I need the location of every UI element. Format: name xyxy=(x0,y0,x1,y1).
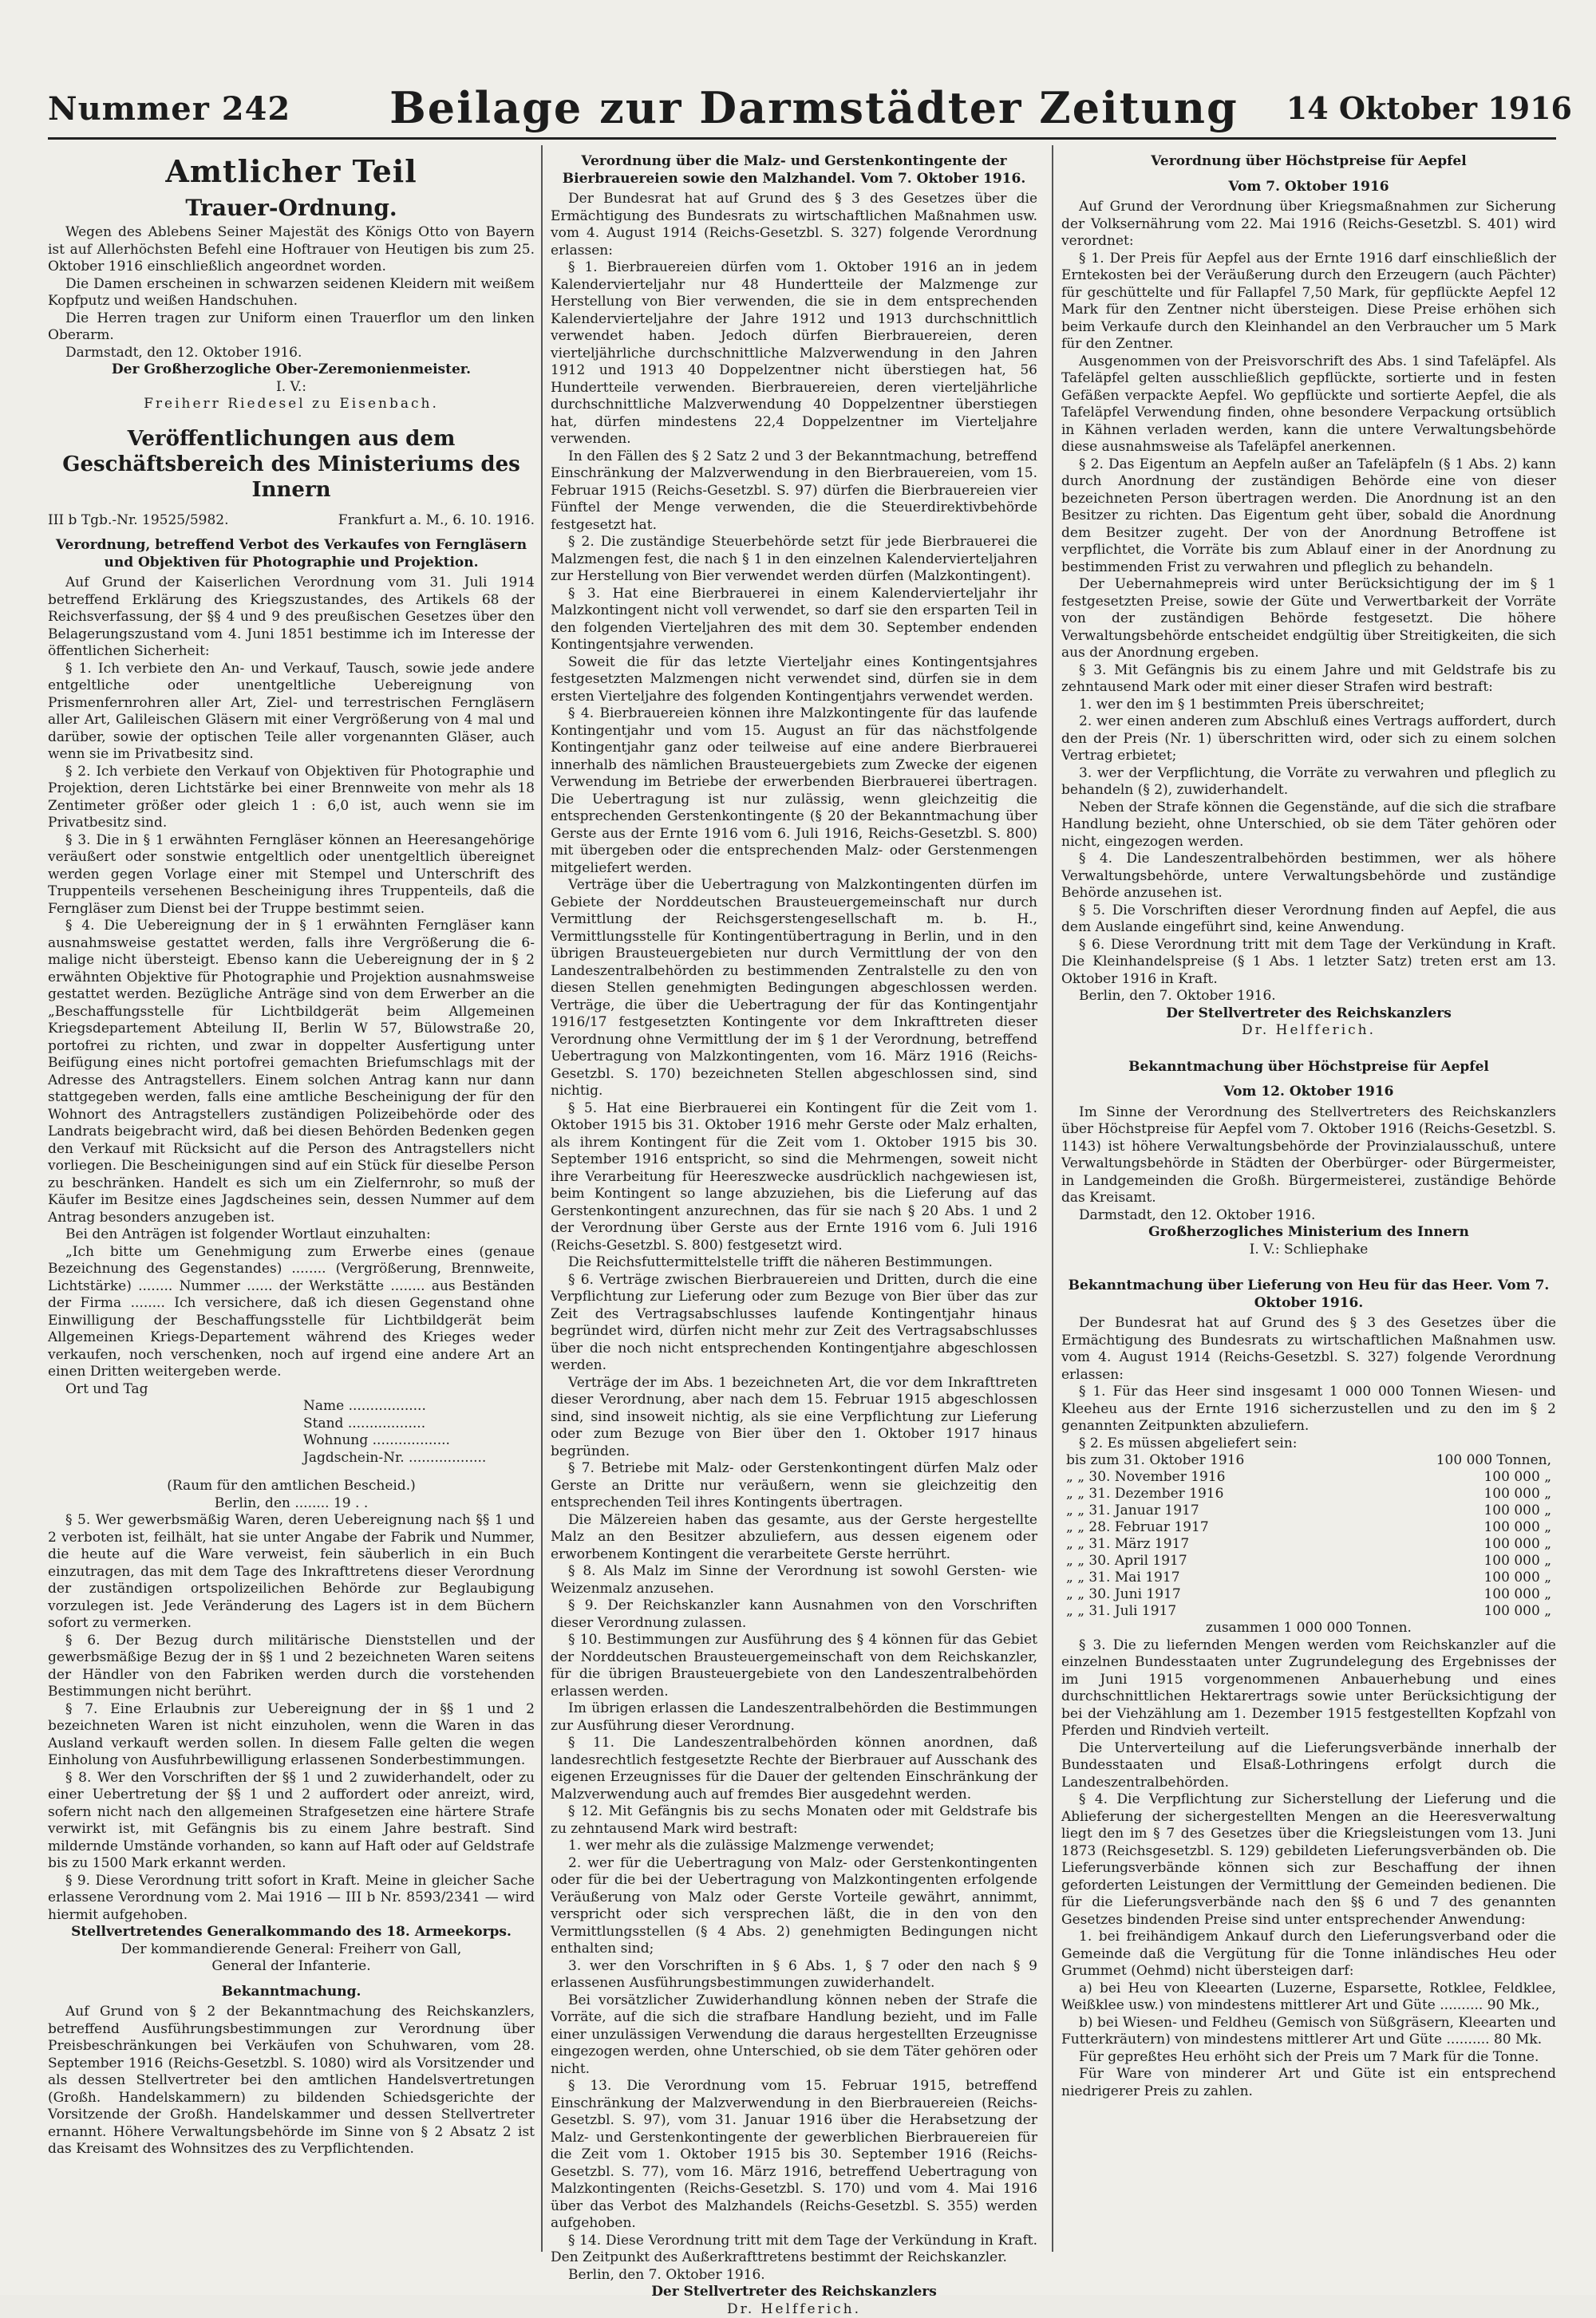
schedule-row xyxy=(1061,1503,1556,1519)
signature: Der Stellvertreter des Reichskanzlers xyxy=(551,2284,1037,2301)
paragraph: Verträge der im Abs. 1 bezeichneten Art, die vor dem Inkrafttreten dieser Verordnung, aber nach dem 15. Februar 1915 abgeschlossen sind, sind insoweit nichtig, als sie eine Verpflichtung zur Lieferung oder zum Bezuge von Bier über den 1. Oktober 1917 hinaus begründen. xyxy=(551,1375,1037,1461)
paragraph: Ausgenommen von der Preisvorschrift des Abs. 1 sind Tafeläpfel. Als Tafeläpfel gelten ausschließlich gepflückte, sortierte und in festen Gefäßen verpackte Aepfel. Wo gepflückte und sortierte Aepfel, die als Tafeläpfel Verwendung finden, ohne besondere Verpackung ortsüblich in Kähnen verladen werden, kann die untere Verwaltungsbehörde diese ausnahmsweise als Tafeläpfel anerkennen. xyxy=(1061,353,1556,456)
article-title: Bekanntmachung über Höchstpreise für Aepfel xyxy=(1061,1059,1556,1076)
column-rule xyxy=(541,145,543,2252)
schedule-tons: 100 000 „ xyxy=(1359,1553,1556,1570)
paragraph: § 4. Die Landeszentralbehörden bestimmen, wer als höhere Verwaltungsbehörde, untere Verwaltungsbehörde und zuständige Behörde anzusehen ist. xyxy=(1061,851,1556,902)
issue-date: 14 Oktober 1916 xyxy=(1286,90,1572,126)
paragraph: § 3. Die in § 1 erwähnten Ferngläser können an Heeresangehörige veräußert oder sonstwie entgeltlich oder unentgeltlich übereignet werden gegen Vorlage einer mit Stempel und Unterschrift des Truppenteils versehenen Bescheinigung ihres Truppenteils, daß die Ferngläser zum Dienst bei der Truppe bestimmt seien. xyxy=(48,832,535,918)
paragraph: Der Bundesrat hat auf Grund des § 3 des Gesetzes über die Ermächtigung des Bundesrats zu wirtschaftlichen Maßnahmen usw. vom 4. August 1914 (Reichs-Gesetzbl. S. 327) folgende Verordnung erlassen: xyxy=(1061,1315,1556,1384)
list-item: 1. wer den im § 1 bestimmten Preis überschreitet; xyxy=(1061,697,1556,714)
form-line: Name .................. xyxy=(48,1398,535,1416)
schedule-row xyxy=(1061,1519,1556,1536)
paragraph: Die Unterverteilung auf die Lieferungsverbände innerhalb der Bundesstaaten und Elsaß-Lothringens erfolgt durch die Landeszentralbehörden. xyxy=(1061,1740,1556,1792)
schedule-tons: 100 000 „ xyxy=(1359,1603,1556,1620)
reference-place-date: Frankfurt a. M., 6. 10. 1916. xyxy=(338,512,535,530)
schedule-row xyxy=(1061,1452,1556,1469)
paragraph: § 10. Bestimmungen zur Ausführung des § 4 können für das Gebiet der Norddeutschen Brausteuergemeinschaft von dem Reichskanzler, für die übrigen Brausteuergebiete von den Landeszentralbehörden erlassen werden. xyxy=(551,1632,1037,1700)
column-middle xyxy=(551,145,1037,2252)
article-title: Trauer-Ordnung. xyxy=(48,199,535,217)
signature: General der Infanterie. xyxy=(48,1958,535,1976)
schedule-date: „ „ 31. Dezember 1916 xyxy=(1061,1486,1359,1503)
paragraph: § 4. Die Verpflichtung zur Sicherstellung der Lieferung und die Ablieferung der sichergestellten Mengen an die Heeresverwaltung liegt den im § 7 des Gesetzes über die Kriegsleistungen vom 13. Juni 1873 (Reichsgesetzbl. S. 129) gebildeten Lieferungsverbänden ob. Die Lieferungsverbände können sich zur Beschaffung der ihnen geforderten Leistungen der Vermittlung der Gemeinden bedienen. Die für die Lieferungsverbände nach den §§ 6 und 7 des genannten Gesetzes bindenden Preise sind unter entsprechender Anwendung: xyxy=(1061,1791,1556,1929)
signature-name: Dr. Helfferich. xyxy=(1061,1022,1556,1040)
paragraph: § 13. Die Verordnung vom 15. Februar 1915, betreffend Einschränkung der Malzverwendung in den Bierbrauereien (Reichs-Gesetzbl. S. 97), vom 31. Januar 1916 über die Herabsetzung der Malz- und Gerstenkontingente der gewerblichen Bierbrauereien für die Zeit vom 1. Oktober 1915 bis 30. September 1916 (Reichs-Gesetzbl. S. 77), vom 16. März 1916, betreffend Uebertragung von Malzkontingenten (Reichs-Gesetzbl. S. 170) und vom 4. Mai 1916 über das Verbot des Malzhandels (Reichs-Gesetzbl. S. 355) werden aufgehoben. xyxy=(551,2078,1037,2233)
dateline: Berlin, den 7. Oktober 1916. xyxy=(1061,988,1556,1005)
form-place: Ort und Tag xyxy=(48,1381,535,1399)
article-date: Vom 12. Oktober 1916 xyxy=(1061,1084,1556,1101)
paragraph: Die Mälzereien haben das gesamte, aus der Gerste hergestellte Malz an den Besitzer abzuliefern, aus dessen eigenem oder erworbenem Kontingent die verarbeitete Gerste herrührt. xyxy=(551,1512,1037,1564)
paragraph: Im übrigen erlassen die Landeszentralbehörden die Bestimmungen zur Ausführung dieser Verordnung. xyxy=(551,1700,1037,1735)
schedule-row xyxy=(1061,1553,1556,1570)
paragraph: § 5. Hat eine Bierbrauerei ein Kontingent für die Zeit vom 1. Oktober 1915 bis 31. Oktober 1916 mehr Gerste oder Malz erhalten, als ihrem Kontingent für die Zeit vom 1. Oktober 1915 bis 30. September 1916 entspricht, so sind die Mehrmengen, soweit nicht ihre Verarbeitung für Heereszwecke ausdrücklich nachgewiesen ist, beim Kontingent so lange abzuziehen, bis die Lieferung auf das Gerstenkontingent anzurechnen, das für sie nach § 20 Abs. 1 und 2 der Verordnung über Gerste aus der Ernte 1916 vom 6. Juli 1916 (Reichs-Gesetzbl. S. 800) festgesetzt wird. xyxy=(551,1100,1037,1255)
list-item: 2. wer einen anderen zum Abschluß eines Vertrags auffordert, durch den der Preis (Nr. 1) überschritten wird, oder sich zu einem solchen Vertrag erbietet; xyxy=(1061,713,1556,765)
paragraph: § 3. Hat eine Bierbrauerei in einem Kalendervierteljahr ihr Malzkontingent nicht voll verwendet, so darf sie den ersparten Teil in den folgenden Vierteljahren des mit dem 30. September endenden Kontingentsjahre verwenden. xyxy=(551,586,1037,654)
signature: Stellvertretendes Generalkommando des 18. Armeekorps. xyxy=(48,1924,535,1941)
schedule-date: „ „ 31. Mai 1917 xyxy=(1061,1570,1359,1586)
schedule-tons: 100 000 „ xyxy=(1359,1586,1556,1603)
schedule-tons: 100 000 „ xyxy=(1359,1486,1556,1503)
paragraph: § 2. Das Eigentum an Aepfeln außer an Tafeläpfeln (§ 1 Abs. 2) kann durch Anordnung der zuständigen Behörde eine von dieser bezeichneten Person übertragen werden. Die Anordnung ist an den Besitzer zu richten. Das Eigentum geht über, sobald die Anordnung dem Besitzer zugeht. Der von der Anordnung Betroffene ist verpflichtet, die Vorräte bis zum Ablauf einer in der Anordnung zu bestimmenden Frist zu verwahren und pfleglich zu behandeln. xyxy=(1061,456,1556,577)
paragraph: Soweit die für das letzte Vierteljahr eines Kontingentsjahres festgesetzten Malzmengen nicht verwendet sind, dürfen sie in dem ersten Vierteljahre des folgenden Kontingentjahrs verwendet werden. xyxy=(551,654,1037,706)
paragraph: Die Damen erscheinen in schwarzen seidenen Kleidern mit weißem Kopfputz und weißen Handschuhen. xyxy=(48,276,535,310)
schedule-date: bis zum 31. Oktober 1916 xyxy=(1061,1452,1359,1469)
paragraph: § 14. Diese Verordnung tritt mit dem Tage der Verkündung in Kraft. Den Zeitpunkt des Außerkrafttretens bestimmt der Reichskanzler. xyxy=(551,2233,1037,2267)
paragraph: § 8. Als Malz im Sinne der Verordnung ist sowohl Gersten- wie Weizenmalz anzusehen. xyxy=(551,1563,1037,1597)
paragraph: Die Reichsfuttermittelstelle trifft die näheren Bestimmungen. xyxy=(551,1254,1037,1272)
form-note: (Raum für den amtlichen Bescheid.) xyxy=(48,1478,535,1495)
article-title: Bekanntmachung über Lieferung von Heu für das Heer. Vom 7. Oktober 1916. xyxy=(1061,1277,1556,1312)
article-title: Verordnung über die Malz- und Gerstenkontingente der Bierbrauereien sowie den Malzhandel. Vom 7. Oktober 1916. xyxy=(551,153,1037,188)
signature: Der Stellvertreter des Reichskanzlers xyxy=(1061,1005,1556,1023)
paragraph: Auf Grund der Verordnung über Kriegsmaßnahmen zur Sicherung der Volksernährung vom 22. Mai 1916 (Reichs-Gesetzbl. S. 401) wird verordnet: xyxy=(1061,199,1556,251)
list-item: a) bei Heu von Kleearten (Luzerne, Esparsette, Rotklee, Feldklee, Weißklee usw.) von mindestens mittlerer Art und Güte .......... 90 Mk., xyxy=(1061,1980,1556,2015)
schedule-tons: 100 000 „ xyxy=(1359,1469,1556,1486)
paragraph: § 9. Der Reichskanzler kann Ausnahmen von den Vorschriften dieser Verordnung zulassen. xyxy=(551,1597,1037,1632)
paragraph: Neben der Strafe können die Gegenstände, auf die sich die strafbare Handlung bezieht, ohne Unterschied, ob sie dem Täter gehören oder nicht, eingezogen werden. xyxy=(1061,800,1556,851)
reference-number: III b Tgb.-Nr. 19525/5982. xyxy=(48,512,229,530)
schedule-row xyxy=(1061,1603,1556,1620)
schedule-row xyxy=(1061,1536,1556,1553)
paragraph: § 1. Für das Heer sind insgesamt 1 000 000 Tonnen Wiesen- und Kleeheu aus der Ernte 1916 sicherzustellen und zu den im § 2 genannten Zeitpunkten abzuliefern. xyxy=(1061,1384,1556,1435)
paragraph: § 5. Die Vorschriften dieser Verordnung finden auf Aepfel, die aus dem Auslande eingeführt sind, keine Anwendung. xyxy=(1061,902,1556,937)
section-heading: Amtlicher Teil xyxy=(48,163,535,180)
list-item: 3. wer den Vorschriften in § 6 Abs. 1, § 7 oder den nach § 9 erlassenen Ausführungsbestimmungen zuwiderhandelt. xyxy=(551,1958,1037,1992)
signature: I. V.: xyxy=(48,379,535,397)
column-rule xyxy=(1052,145,1053,2252)
paragraph: Auf Grund von § 2 der Bekanntmachung des Reichskanzlers, betreffend Ausführungsbestimmungen zur Verordnung über Preisbeschränkungen bei Verkäufen von Schuhwaren, vom 28. September 1916 (Reichs-Gesetzbl. S. 1080) wird als Vorsitzender und als dessen Stellvertreter bei den amtlichen Handelsvertretungen (Großh. Handelskammern) zu bildenden Schiedsgerichte der Vorsitzende der Großh. Handelskammer und dessen Stellvertreter ernannt. Höhere Verwaltungsbehörde im Sinne von § 2 Absatz 2 ist das Kreisamt des Wohnsitzes des zu Verpflichtenden. xyxy=(48,2004,535,2158)
paragraph: Auf Grund der Kaiserlichen Verordnung vom 31. Juli 1914 betreffend Erklärung des Kriegszustandes, des Artikels 68 der Reichsverfassung, der §§ 4 und 9 des preußischen Gesetzes über den Belagerungszustand vom 4. Juni 1851 bestimme ich im Interesse der öffentlichen Sicherheit: xyxy=(48,575,535,661)
paragraph: Bei den Anträgen ist folgender Wortlaut einzuhalten: xyxy=(48,1226,535,1244)
schedule-tons: 100 000 „ xyxy=(1359,1503,1556,1519)
paragraph: § 4. Bierbrauereien können ihre Malzkontingente für das laufende Kontingentjahr und vom 15. August an für das nächstfolgende Kontingentjahr ganz oder teilweise auf eine andere Bierbrauerei innerhalb des nämlichen Brausteuergebiets zum Zwecke der eigenen Verwendung im Betriebe der erwerbenden Bierbrauerei übertragen. Die Uebertragung ist nur zulässig, wenn gleichzeitig die entsprechenden Gerstenkontingente (§ 20 der Bekanntmachung über Gerste aus der Ernte 1916 vom 6. Juli 1916, Reichs-Gesetzbl. S. 800) mit übergeben oder die entsprechenden Malz- oder Gerstenmengen mitgeliefert werden. xyxy=(551,705,1037,877)
masthead-rule xyxy=(48,137,1556,140)
paragraph: § 1. Ich verbiete den An- und Verkauf, Tausch, sowie jede andere entgeltliche oder unentgeltliche Uebereignung von Prismenfernrohren aller Art, Ziel- und terrestrischen Ferngläsern aller Art, Galileischen Gläsern mit einer Vergrößerung von 4 mal und darüber, sowie der optischen Teile aller vorgenannten Gläser, auch wenn sie im Privatbesitz sind. xyxy=(48,661,535,764)
paragraph: § 4. Die Uebereignung der in § 1 erwähnten Ferngläser kann ausnahmsweise gestattet werden, falls ihre Vergrößerung die 6-malige nicht übersteigt. Ebenso kann die Uebereignung der in § 2 erwähnten Objektive für Photographie und Projektion ausnahmsweise gestattet werden. Bezügliche Anträge sind von dem Erwerber an die „Beschaffungsstelle für Lichtbildgerät beim Allgemeinen Kriegsdepartement Abteilung II, Berlin W 57, Bülowstraße 20, portofrei zu richten, und zwar in doppelter Ausfertigung unter Beifügung eines nicht portofrei gemachten Briefumschlags mit der Adresse des Antragstellers. Einem solchen Antrag kann nur dann stattgegeben werden, falls eine amtliche Bescheinigung der für den Wohnort des Antragstellers zuständigen Polizeibehörde oder des Landrats beigebracht wird, daß bei diesen Behörden Bedenken gegen den Verkauf mit Rücksicht auf die Person des Antragstellers nicht vorliegen. Die Bescheinigungen sind auf ein Stück für dieselbe Person zu beschränken. Handelt es sich um ein Zielfernrohr, so muß der Käufer im Besitze eines Jagdscheines sein, dessen Nummer auf dem Antrag besonders anzugeben ist. xyxy=(48,918,535,1226)
paragraph: Verträge über die Uebertragung von Malzkontingenten dürfen im Gebiete der Norddeutschen Brausteuergemeinschaft nur durch Vermittlung der Reichsgerstengesellschaft m. b. H., Vermittlungsstelle für Kontingentübertragung in Berlin, und in den übrigen Brausteuergebieten nur durch Vermittlung der von den Landeszentralbehörden zu bestimmenden Zentralstelle zu den von diesen Stellen genehmigten Bedingungen abgeschlossen werden. Verträge, die über die Uebertragung der für das Kontingentjahr 1916/17 festgesetzten Kontingente vor dem Inkrafttreten dieser Verordnung ohne Vermittlung der im § 1 der Verordnung, betreffend Uebertragung von Malzkontingenten, vom 16. März 1916 (Reichs-Gesetzbl. S. 170) bezeichneten Stellen abgeschlossen sind, sind nichtig. xyxy=(551,877,1037,1100)
schedule-date: „ „ 31. Juli 1917 xyxy=(1061,1603,1359,1620)
paragraph: § 12. Mit Gefängnis bis zu sechs Monaten oder mit Geldstrafe bis zu zehntausend Mark wird bestraft: xyxy=(551,1803,1037,1838)
paragraph: § 3. Die zu liefernden Mengen werden vom Reichskanzler auf die einzelnen Bundesstaaten unter Zugrundelegung des Ergebnisses der im Juni 1915 vorgenommenen Anbauerhebung und eines durchschnittlichen Hektarertrags sowie unter Berücksichtigung der bei der Viehzählung am 1. Dezember 1915 festgestellten Kopfzahl von Pferden und Rindvieh verteilt. xyxy=(1061,1637,1556,1740)
column-left xyxy=(48,145,535,2252)
paragraph: § 3. Mit Gefängnis bis zu einem Jahre und mit Geldstrafe bis zu zehntausend Mark oder mit einer dieser Strafen wird bestraft: xyxy=(1061,662,1556,697)
article-title: Veröffentlichungen aus dem Geschäftsbereich des Ministeriums des Innern xyxy=(48,426,535,503)
paragraph: Für gepreßtes Heu erhöht sich der Preis um 7 Mark für die Tonne. xyxy=(1061,2049,1556,2067)
delivery-schedule xyxy=(1061,1452,1556,1620)
paragraph: § 5. Wer gewerbsmäßig Waren, deren Uebereignung nach §§ 1 und 2 verboten ist, feilhält, hat sie unter Angabe der Fabrik und Nummer, die heute auf die Ware verweist, fein säuberlich in ein Buch einzutragen, das mit dem Tage des Inkrafttretens dieser Verordnung der zuständigen ortspolizeilichen Behörde zur Beglaubigung vorzulegen ist. Jede Veränderung des Lagers ist in dem Büchern sofort zu vermerken. xyxy=(48,1512,535,1633)
schedule-date: „ „ 30. November 1916 xyxy=(1061,1469,1359,1486)
article-title: Bekanntmachung. xyxy=(48,1984,535,2001)
paragraph: § 6. Der Bezug durch militärische Dienststellen und der gewerbsmäßige Bezug der in §§ 1 und 2 bezeichneten Waren seitens der Händler von den Fabriken werden durch die vorstehenden Bestimmungen nicht berührt. xyxy=(48,1633,535,1701)
reference-line xyxy=(48,512,535,530)
paragraph: In den Fällen des § 2 Satz 2 und 3 der Bekanntmachung, betreffend Einschränkung der Malzverwendung in den Bierbrauereien, vom 15. Februar 1915 (Reichs-Gesetzbl. S. 97) dürfen die Bierbrauereien vier Fünftel der Menge verwenden, die die Steuerdirektivbehörde festgesetzt hat. xyxy=(551,448,1037,535)
list-item: 3. wer der Verpflichtung, die Vorräte zu verwahren und pfleglich zu behandeln (§ 2), zuwiderhandelt. xyxy=(1061,765,1556,800)
signature: Der Großherzogliche Ober-Zeremonienmeister. xyxy=(48,361,535,379)
schedule-row xyxy=(1061,1586,1556,1603)
article-subtitle: Verordnung, betreffend Verbot des Verkaufes von Ferngläsern und Objektiven für Photographie und Projektion. xyxy=(48,537,535,571)
form-line: Jagdschein-Nr. .................. xyxy=(48,1450,535,1467)
paragraph: § 7. Eine Erlaubnis zur Uebereignung der in §§ 1 und 2 bezeichneten Waren ist nicht einzuholen, wenn die Waren in das Ausland verkauft werden sollen. In diesem Falle gelten die wegen Einholung von Ausfuhrbewilligung erlassenen Sonderbestimmungen. xyxy=(48,1701,535,1770)
paragraph: § 2. Ich verbiete den Verkauf von Objektiven für Photographie und Projektion, deren Lichtstärke bei einer Brennweite von mehr als 18 Zentimeter größer oder gleich 1 : 6,0 ist, auch wenn sie im Privatbesitz sind. xyxy=(48,764,535,832)
dateline: Darmstadt, den 12. Oktober 1916. xyxy=(1061,1207,1556,1225)
schedule-tons: 100 000 „ xyxy=(1359,1536,1556,1553)
signature-name: Dr. Helfferich. xyxy=(551,2301,1037,2318)
issue-number: Nummer 242 xyxy=(48,90,290,128)
signature-name: Freiherr Riedesel zu Eisenbach. xyxy=(48,396,535,413)
schedule-tons: 100 000 „ xyxy=(1359,1570,1556,1586)
paragraph: Die Herren tragen zur Uniform einen Trauerflor um den linken Oberarm. xyxy=(48,310,535,345)
list-item: b) bei Wiesen- und Feldheu (Gemisch von Süßgräsern, Kleearten und Futterkräutern) von mindestens mittlerer Art und Güte .......... 80 Mk. xyxy=(1061,2015,1556,2049)
schedule-date: „ „ 30. Juni 1917 xyxy=(1061,1586,1359,1603)
schedule-row xyxy=(1061,1469,1556,1486)
form-line: Wohnung .................. xyxy=(48,1432,535,1450)
schedule-date: „ „ 31. März 1917 xyxy=(1061,1536,1359,1553)
paragraph: § 2. Es müssen abgeliefert sein: xyxy=(1061,1435,1556,1453)
paragraph: Der Bundesrat hat auf Grund des § 3 des Gesetzes über die Ermächtigung des Bundesrats zu wirtschaftlichen Maßnahmen usw. vom 4. August 1914 (Reichs-Gesetzbl. S. 327) folgende Verordnung erlassen: xyxy=(551,191,1037,259)
form-line: Stand .................. xyxy=(48,1416,535,1433)
article-title: Verordnung über Höchstpreise für Aepfel xyxy=(1061,153,1556,171)
schedule-tons: 100 000 Tonnen, xyxy=(1359,1452,1556,1469)
schedule-date: „ „ 31. Januar 1917 xyxy=(1061,1503,1359,1519)
dateline: Darmstadt, den 12. Oktober 1916. xyxy=(48,345,535,362)
schedule-date: „ „ 28. Februar 1917 xyxy=(1061,1519,1359,1536)
signature-name: I. V.: Schliephake xyxy=(1061,1242,1556,1259)
list-item: 1. bei freihändigem Ankauf durch den Lieferungsverband oder die Gemeinde daß die Vergütung für die Tonne inländisches Heu oder Grummet (Oehmd) nicht übersteigen darf: xyxy=(1061,1929,1556,1980)
schedule-tons: 100 000 „ xyxy=(1359,1519,1556,1536)
column-right xyxy=(1061,145,1556,2252)
form-date: Berlin, den ........ 19 . . xyxy=(48,1495,535,1513)
schedule-row xyxy=(1061,1570,1556,1586)
paragraph: Wegen des Ablebens Seiner Majestät des Königs Otto von Bayern ist auf Allerhöchsten Befehl eine Hoftrauer von Heutigen bis zum 25. Oktober 1916 einschließlich angeordnet worden. xyxy=(48,224,535,276)
paragraph: „Ich bitte um Genehmigung zum Erwerbe eines (genaue Bezeichnung des Gegenstandes) ........ (Vergrößerung, Brennweite, Lichtstärke) ........ Nummer ...... der Werkstätte ........ aus Beständen der Firma ........ Ich versichere, daß ich diesen Gegenstand ohne Einwilligung der Beschaffungsstelle für Lichtbildgerät beim Allgemeinen Kriegs-Departement während des Krieges weder verkaufen, noch verschenken, noch auf irgend eine andere Art an einen Dritten weitergeben werde. xyxy=(48,1244,535,1381)
paragraph: § 11. Die Landeszentralbehörden können anordnen, daß landesrechtlich festgesetzte Rechte der Bierbrauer auf Ausschank des eigenen Erzeugnisses für die Dauer der geltenden Einschränkung der Malzverwendung auch auf fremdes Bier ausgedehnt werden. xyxy=(551,1735,1037,1803)
paragraph: Für Ware von minderer Art und Güte ist ein entsprechend niedrigerer Preis zu zahlen. xyxy=(1061,2066,1556,2100)
paragraph: § 1. Bierbrauereien dürfen vom 1. Oktober 1916 an in jedem Kalendervierteljahr nur 48 Hundertteile der Malzmenge zur Herstellung von Bier verwenden, die sie in dem entsprechenden Kalendervierteljahre der Jahre 1912 und 1913 durchschnittlich verwendet haben. Jedoch dürfen Bierbrauereien, deren vierteljährliche durchschnittliche Malzverwendung in den Jahren 1912 und 1913 40 Doppelzentner nicht überstiegen hat, 56 Hundertteile verwenden. Bierbrauereien, deren vierteljährliche durchschnittliche Malzverwendung 40 Doppelzentner überstiegen hat, dürfen mindestens 22,4 Doppelzentner im Vierteljahre verwenden. xyxy=(551,259,1037,448)
newspaper-title: Beilage zur Darmstädter Zeitung xyxy=(48,82,1580,133)
signature: Großherzogliches Ministerium des Innern xyxy=(1061,1224,1556,1242)
dateline: Berlin, den 7. Oktober 1916. xyxy=(551,2267,1037,2284)
schedule-date: „ „ 30. April 1917 xyxy=(1061,1553,1359,1570)
masthead xyxy=(48,76,1580,132)
paragraph: Im Sinne der Verordnung des Stellvertreters des Reichskanzlers über Höchstpreise für Aepfel vom 7. Oktober 1916 (Reichs-Gesetzbl. S. 1143) ist höhere Verwaltungsbehörde der Provinzialausschuß, untere Verwaltungsbehörde in Städten der Oberbürger- oder Bürgermeister, in Landgemeinden die Großh. Bürgermeisterei, zuständige Behörde das Kreisamt. xyxy=(1061,1104,1556,1207)
paragraph: § 7. Betriebe mit Malz- oder Gerstenkontingent dürfen Malz oder Gerste an Dritte nur veräußern, wenn sie gleichzeitig den entsprechenden Teil ihres Kontingents übertragen. xyxy=(551,1460,1037,1512)
schedule-row xyxy=(1061,1486,1556,1503)
paragraph: § 8. Wer den Vorschriften der §§ 1 und 2 zuwiderhandelt, oder zu einer Uebertretung der §§ 1 und 2 auffordert oder anreizt, wird, sofern nicht nach den allgemeinen Strafgesetzen eine härtere Strafe verwirkt ist, mit Gefängnis bis zu einem Jahre bestraft. Sind mildernde Umstände vorhanden, so kann auf Haft oder auf Geldstrafe bis zu 1500 Mark erkannt werden. xyxy=(48,1770,535,1873)
article-date: Vom 7. Oktober 1916 xyxy=(1061,179,1556,196)
list-item: 1. wer mehr als die zulässige Malzmenge verwendet; xyxy=(551,1838,1037,1855)
list-item: 2. wer für die Uebertragung von Malz- oder Gerstenkontingenten oder für die bei der Uebertragung von Malzkontingenten erfolgende Veräußerung von Malz oder Gerste Vorteile gewährt, annimmt, verspricht oder sich versprechen läßt, die in den von den Vermittlungsstellen (§ 4 Abs. 2) genehmigten Bedingungen nicht enthalten sind; xyxy=(551,1855,1037,1958)
paragraph: Der Uebernahmepreis wird unter Berücksichtigung der im § 1 festgesetzten Preise, sowie der Güte und Verwertbarkeit der Vorräte von der zuständigen Behörde festgesetzt. Die höhere Verwaltungsbehörde entscheidet endgültig über Streitigkeiten, die sich aus der Anordnung ergeben. xyxy=(1061,576,1556,662)
schedule-total: zusammen 1 000 000 Tonnen. xyxy=(1061,1620,1556,1637)
paragraph: § 1. Der Preis für Aepfel aus der Ernte 1916 darf einschließlich der Erntekosten bei der Veräußerung durch den Erzeugern (auch Pächter) für geschüttelte und für Fallapfel 7,50 Mark, für gepflückte Aepfel 12 Mark für den Zentner nicht übersteigen. Diese Preise erhöhen sich beim Verkaufe durch den Kleinhandel an den Verbraucher um 5 Mark für den Zentner. xyxy=(1061,251,1556,353)
signature: Der kommandierende General: Freiherr von Gall, xyxy=(48,1941,535,1959)
paragraph: Bei vorsätzlicher Zuwiderhandlung können neben der Strafe die Vorräte, auf die sich die strafbare Handlung bezieht, und im Falle einer unzulässigen Verwendung die daraus hergestellten Erzeugnisse eingezogen werden, ohne Unterschied, ob sie dem Täter gehören oder nicht. xyxy=(551,1992,1037,2079)
paragraph: § 2. Die zuständige Steuerbehörde setzt für jede Bierbrauerei die Malzmengen fest, die nach § 1 in den einzelnen Kalendervierteljahren zur Herstellung von Bier verwendet werden dürfen (Malzkontingent). xyxy=(551,534,1037,586)
paragraph: § 6. Diese Verordnung tritt mit dem Tage der Verkündung in Kraft. Die Kleinhandelspreise (§ 1 Abs. 1 letzter Satz) treten erst am 13. Oktober 1916 in Kraft. xyxy=(1061,937,1556,989)
paragraph: § 6. Verträge zwischen Bierbrauereien und Dritten, durch die eine Verpflichtung zur Lieferung oder zum Bezuge von Bier über das zur Zeit des Vertragsabschlusses laufende Kontingentjahr hinaus begründet wird, dürfen nicht mehr zur Zeit des Vertragsabschlusses über die noch nicht entsprechenden Kontingentjahre abgeschlossen werden. xyxy=(551,1272,1037,1375)
paragraph: § 9. Diese Verordnung tritt sofort in Kraft. Meine in gleicher Sache erlassene Verordnung vom 2. Mai 1916 — III b Nr. 8593/2341 — wird hiermit aufgehoben. xyxy=(48,1873,535,1925)
